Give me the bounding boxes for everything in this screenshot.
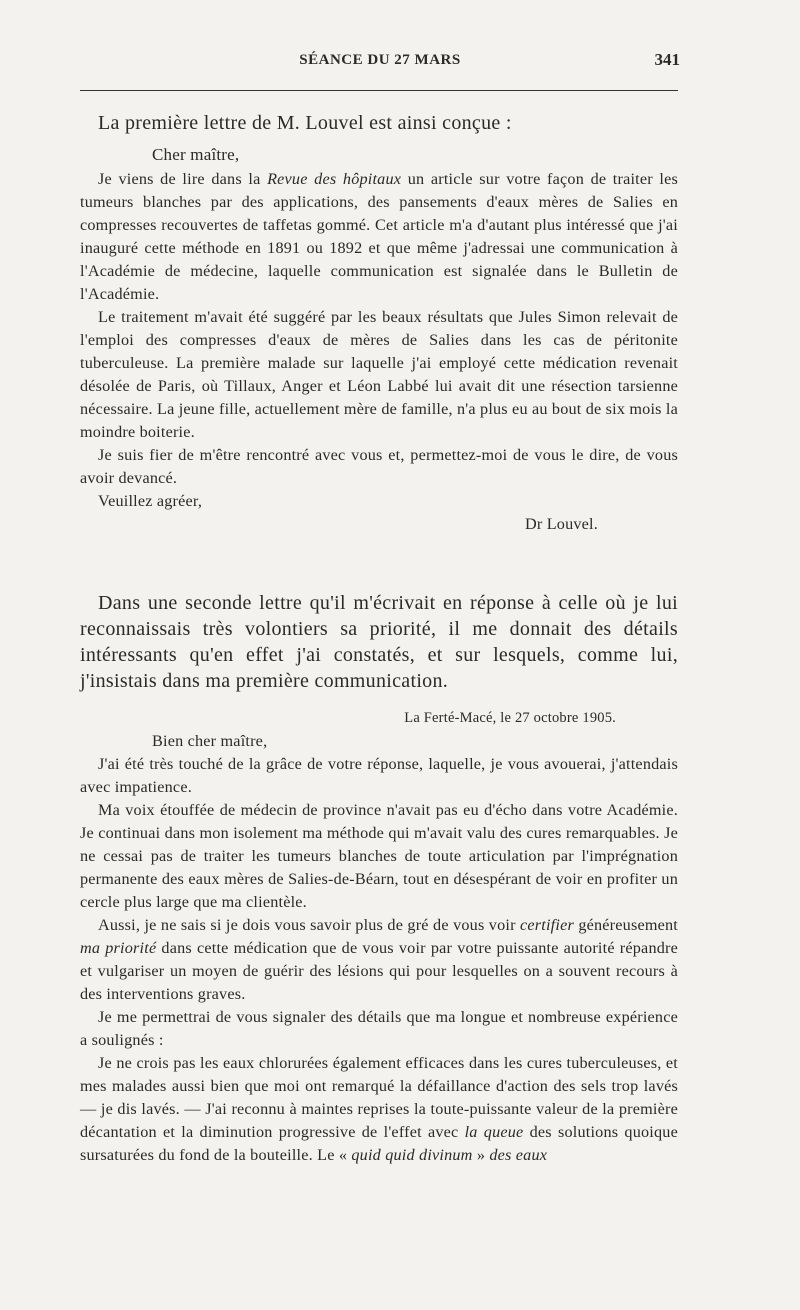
letter-2-p5-a: Je ne crois pas les eaux chlorurées également efficaces dans les cures tuberculeuses, et mes malades aussi bien que moi ont remarqué la défaillance d'action des sels trop lavés — je dis lavés. — J'ai reconnu à maintes reprises la toute-puissante valeur de la première décantation et la diminution progressive de l'effet avec: [80, 1054, 678, 1141]
journal-title: Revue des hôpitaux: [267, 170, 402, 188]
letter-2-p5-em2: quid quid divinum: [351, 1146, 473, 1164]
letter-2: [80, 707, 678, 1167]
letter-1-closing: Veuillez agréer,: [98, 492, 203, 510]
letter-2-p3-a: Aussi, je ne sais si je dois vous savoir plus de gré de vous voir: [98, 916, 521, 934]
letter-2-p3-em2: ma priorité: [80, 939, 157, 957]
letter-2-paragraph-3: [80, 914, 678, 1006]
letter-2-p5-b: des solutions quoique sursaturées du fond de la bouteille. Le «: [80, 1123, 678, 1164]
page-header: [80, 50, 680, 74]
letter-1-p1-start: Je viens de lire dans la: [98, 170, 268, 188]
intro-paragraph-1: La première lettre de M. Louvel est ainsi conçue :: [98, 112, 512, 134]
letter-2-paragraph-2: Ma voix étouffée de médecin de province n'avait pas eu d'écho dans votre Académie. Je continuai dans mon isolement ma méthode qui m'avait valu des cures remarquables. Je ne cessai pas de traiter les tumeurs blanches de toute articulation par l'imprégnation permanente des eaux mères de Salies-de-Béarn, tout en désespérant de voir en profiter un cercle plus large que ma clientèle.: [80, 801, 678, 911]
letter-2-p3-b: généreusement: [573, 916, 678, 934]
header-rule: [80, 90, 678, 91]
letter-1-p1-rest: un article sur votre façon de traiter les tumeurs blanches par des applications, des pansements d'eaux mères de Salies en compresses recouvertes de taffetas gommé. Cet article m'a d'autant plus intéressé que j'ai inauguré cette méthode en 1891 ou 1892 et que même j'adressai une communication à l'Académie de médecine, laquelle communication est signalée dans le Bulletin de l'Académie.: [80, 170, 678, 303]
letter-2-p5-c: »: [472, 1146, 490, 1164]
letter-2-paragraph-4: Je me permettrai de vous signaler des détails que ma longue et nombreuse expérience a soulignés :: [80, 1008, 678, 1049]
letter-2-salutation: Bien cher maître,: [152, 732, 268, 750]
letter-1-paragraph-2: Le traitement m'avait été suggéré par les beaux résultats que Jules Simon relevait de l'emploi des compresses d'eaux de mères de Salies dans les cas de péritonite tuberculeuse. La première malade sur laquelle j'ai employé cette médication revenait désolée de Paris, où Tillaux, Anger et Léon Labbé lui avait dit une résection tarsienne nécessaire. La jeune fille, actuellement mère de famille, n'a plus eu au bout de six mois la moindre boiterie.: [80, 308, 679, 441]
intro-paragraph-2: Dans une seconde lettre qu'il m'écrivait en réponse à celle où je lui reconnaissais très volontiers sa priorité, il me donnait des détails intéressants qu'en effet j'ai constatés, et sur lesquels, comme lui, j'insistais dans ma première communication.: [80, 592, 678, 692]
letter-2-p3-c: dans cette médication que de vous voir par votre puissante autorité répandre et vulgariser un moyen de guérir des lésions qui pour lesquelles on a souvent recours à des interventions graves.: [80, 939, 679, 1003]
running-title: SÉANCE DU 27 MARS: [299, 52, 461, 68]
page-number: 341: [654, 50, 680, 69]
letter-1-paragraph-1: [80, 168, 678, 306]
letter-2-p5-em1: la queue: [464, 1123, 524, 1141]
letter-2-paragraph-5: [80, 1052, 678, 1167]
letter-2-p3-em1: certifier: [520, 916, 574, 934]
letter-2-p5-em3: des eaux: [489, 1146, 548, 1164]
letter-1-signature: Dr Louvel.: [524, 515, 598, 533]
letter-1-salutation: Cher maître,: [152, 145, 240, 164]
letter-1: [80, 142, 678, 536]
letter-2-place-date: La Ferté-Macé, le 27 octobre 1905.: [404, 710, 616, 726]
letter-1-paragraph-3: Je suis fier de m'être rencontré avec vous et, permettez-moi de vous le dire, de vous avoir devancé.: [80, 446, 678, 487]
letter-2-paragraph-1: J'ai été très touché de la grâce de votre réponse, laquelle, je vous avouerai, j'attendais avec impatience.: [80, 755, 678, 796]
